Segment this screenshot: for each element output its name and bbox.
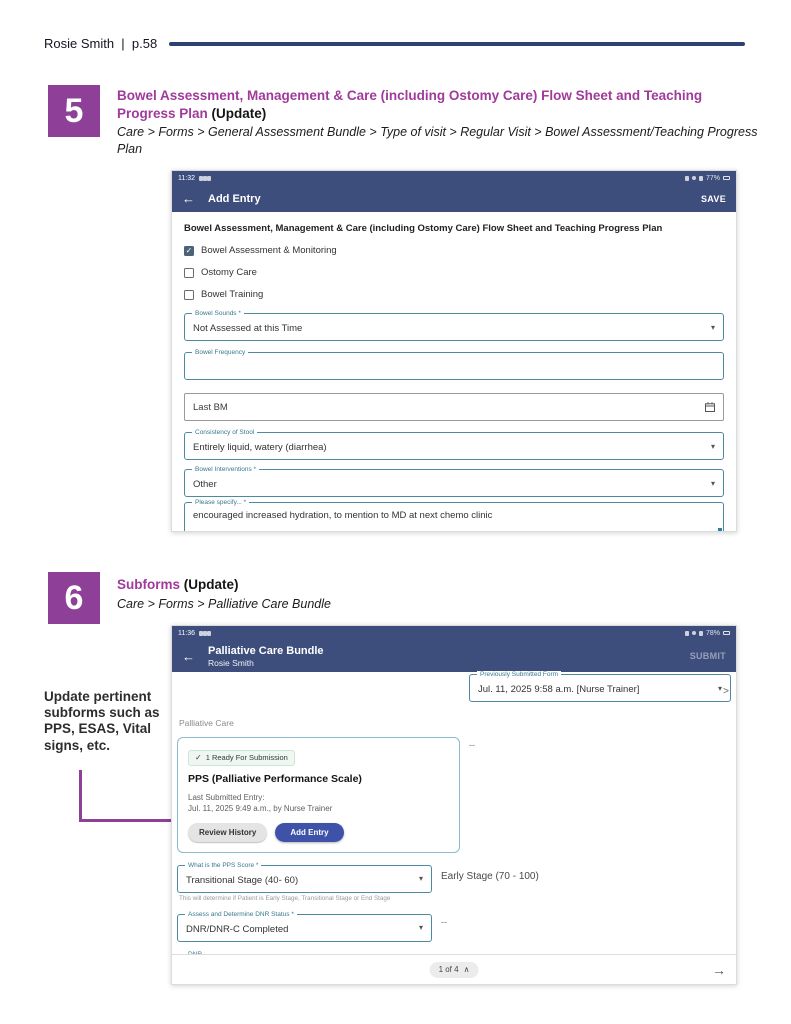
checkbox-row[interactable] [184, 267, 724, 278]
last-bm-date-input[interactable] [184, 393, 724, 421]
field-label: Previously Submitted Form [477, 671, 561, 678]
dropdown-caret-icon: ▾ [710, 478, 715, 488]
document-header [44, 36, 745, 51]
status-bar [172, 171, 736, 185]
step-5-title [117, 87, 761, 122]
page-indicator-label: 1 of 4 [438, 965, 459, 974]
review-history-button[interactable]: Review History [188, 823, 267, 842]
save-button[interactable]: SAVE [700, 193, 726, 204]
bowel-frequency-input[interactable] [184, 349, 724, 380]
appbar-subtitle: Rosie Smith [208, 657, 254, 668]
consistency-select[interactable] [184, 429, 724, 460]
step-5-title-text: Bowel Assessment, Management & Care (including Ostomy Care) Flow Sheet and Teaching Progress Plan [117, 88, 703, 121]
location-icon [692, 176, 696, 180]
checkbox-label: Ostomy Care [201, 267, 257, 278]
step-5-breadcrumb: Care > Forms > General Assessment Bundle > Type of visit > Regular Visit > Bowel Assessment/Teaching Progress Plan [117, 125, 758, 156]
section-label: Palliative Care [179, 718, 234, 728]
location-icon [692, 631, 696, 635]
patient-page-label: Rosie Smith | p.58 [44, 36, 158, 51]
checkbox-row[interactable] [184, 289, 724, 300]
checkbox-checked-icon[interactable]: ✓ [185, 246, 193, 255]
field-value: Jul. 11, 2025 9:58 a.m. [Nurse Trainer] [478, 684, 640, 695]
status-bar [172, 626, 736, 640]
last-entry-label: Last Submitted Entry: [188, 792, 265, 802]
last-entry-value: Jul. 11, 2025 9:49 a.m., by Nurse Trainer [188, 804, 333, 814]
check-icon: ✓ [195, 753, 202, 762]
alarm-icon [685, 631, 689, 636]
signal-icon [699, 176, 703, 181]
specify-textarea[interactable] [184, 499, 724, 532]
step-5-title-suffix: (Update) [211, 105, 267, 121]
calendar-icon[interactable] [705, 402, 715, 412]
interventions-select[interactable] [184, 466, 724, 497]
appbar-title: Add Entry [208, 192, 261, 205]
subform-title: PPS (Palliative Performance Scale) [188, 772, 362, 785]
step-6-title-text: Subforms [117, 577, 184, 592]
screenshot-palliative-bundle [171, 625, 737, 985]
step-6-heading [117, 576, 761, 612]
field-value: Other [193, 479, 217, 490]
pps-subform-card [177, 737, 460, 853]
field-value: Entirely liquid, watery (diarrhea) [193, 442, 327, 453]
back-arrow-icon[interactable]: ← [182, 191, 195, 206]
battery-percent: 77% [705, 174, 720, 182]
stage-note: Early Stage (70 - 100) [441, 870, 539, 882]
battery-icon [723, 176, 730, 180]
field-value: Transitional Stage (40- 60) [186, 874, 299, 886]
dropdown-caret-icon: ▾ [710, 441, 715, 451]
dropdown-caret-icon: ▾ [418, 874, 423, 884]
empty-value-dash: -- [469, 740, 475, 750]
screenshot-add-entry [171, 170, 737, 532]
helper-text: This will determine if Patient is Early Stage, Transitional Stage or End Stage [179, 894, 391, 902]
signal-icon [699, 631, 703, 636]
alarm-icon [685, 176, 689, 181]
field-label: Please specify... * [192, 499, 249, 506]
checkbox-label: Bowel Assessment & Monitoring [201, 245, 337, 256]
chevron-right-icon[interactable]: > [723, 686, 729, 697]
checkbox-label: Bowel Training [201, 289, 264, 300]
ready-badge-label: 1 Ready For Submission [205, 753, 288, 762]
page-indicator[interactable] [430, 962, 479, 978]
field-placeholder: Last BM [193, 401, 228, 413]
field-value: Not Assessed at this Time [193, 323, 303, 334]
pagination-bar [172, 954, 736, 984]
header-rule [169, 42, 745, 46]
step-6-title-suffix: (Update) [183, 577, 239, 592]
step-6-title [117, 576, 761, 594]
field-value: DNR/DNR-C Completed [186, 923, 289, 935]
resize-handle[interactable] [718, 528, 722, 532]
app-bar [172, 185, 736, 212]
checkbox-row[interactable] [184, 245, 724, 256]
form-title: Bowel Assessment, Management & Care (including Ostomy Care) Flow Sheet and Teaching Progress Plan [184, 223, 663, 234]
field-label: Bowel Sounds * [192, 310, 244, 317]
field-label: Bowel Interventions * [192, 466, 259, 473]
back-arrow-icon[interactable]: ← [182, 648, 195, 664]
submit-button[interactable]: SUBMIT [689, 651, 726, 661]
step-5-number: 5 [48, 85, 100, 137]
step-6-breadcrumb: Care > Forms > Palliative Care Bundle [117, 596, 331, 611]
field-label: Bowel Frequency [192, 349, 248, 356]
field-label: Consistency of Stool [192, 429, 257, 436]
next-page-arrow-icon[interactable]: → [712, 961, 726, 978]
field-value: encouraged increased hydration, to mention to MD at next chemo clinic [193, 510, 493, 521]
dropdown-caret-icon: ▾ [418, 923, 423, 933]
dnr-status-select[interactable] [177, 910, 432, 942]
step-5-heading [117, 87, 761, 158]
pps-score-select[interactable] [177, 861, 432, 893]
step-6-number: 6 [48, 572, 100, 624]
checkbox-unchecked-icon[interactable] [184, 268, 194, 278]
clock-label: 11:36 [178, 629, 195, 637]
field-label: What is the PPS Score * [185, 862, 261, 869]
field-label: Assess and Determine DNR Status * [185, 911, 297, 918]
empty-value-dash: -- [441, 916, 447, 927]
add-entry-button[interactable]: Add Entry [275, 823, 343, 842]
ready-badge [188, 750, 295, 766]
battery-percent: 78% [705, 629, 720, 637]
previously-submitted-select[interactable] [469, 671, 731, 702]
battery-icon [723, 631, 730, 635]
notification-icon [207, 176, 211, 181]
checkbox-unchecked-icon[interactable] [184, 290, 194, 300]
margin-note: Update pertinent subforms such as PPS, ESAS, Vital signs, etc. [44, 689, 160, 753]
dropdown-caret-icon: ▾ [717, 683, 722, 693]
dropdown-caret-icon: ▾ [710, 322, 715, 332]
appbar-title: Palliative Care Bundle [208, 644, 324, 657]
app-bar [172, 640, 736, 672]
bowel-sounds-select[interactable] [184, 310, 724, 341]
collapse-icon[interactable]: ∧ [463, 965, 470, 974]
notification-icon [207, 631, 211, 636]
pointer-arrow-vertical [79, 770, 82, 822]
clock-label: 11:32 [178, 174, 195, 182]
